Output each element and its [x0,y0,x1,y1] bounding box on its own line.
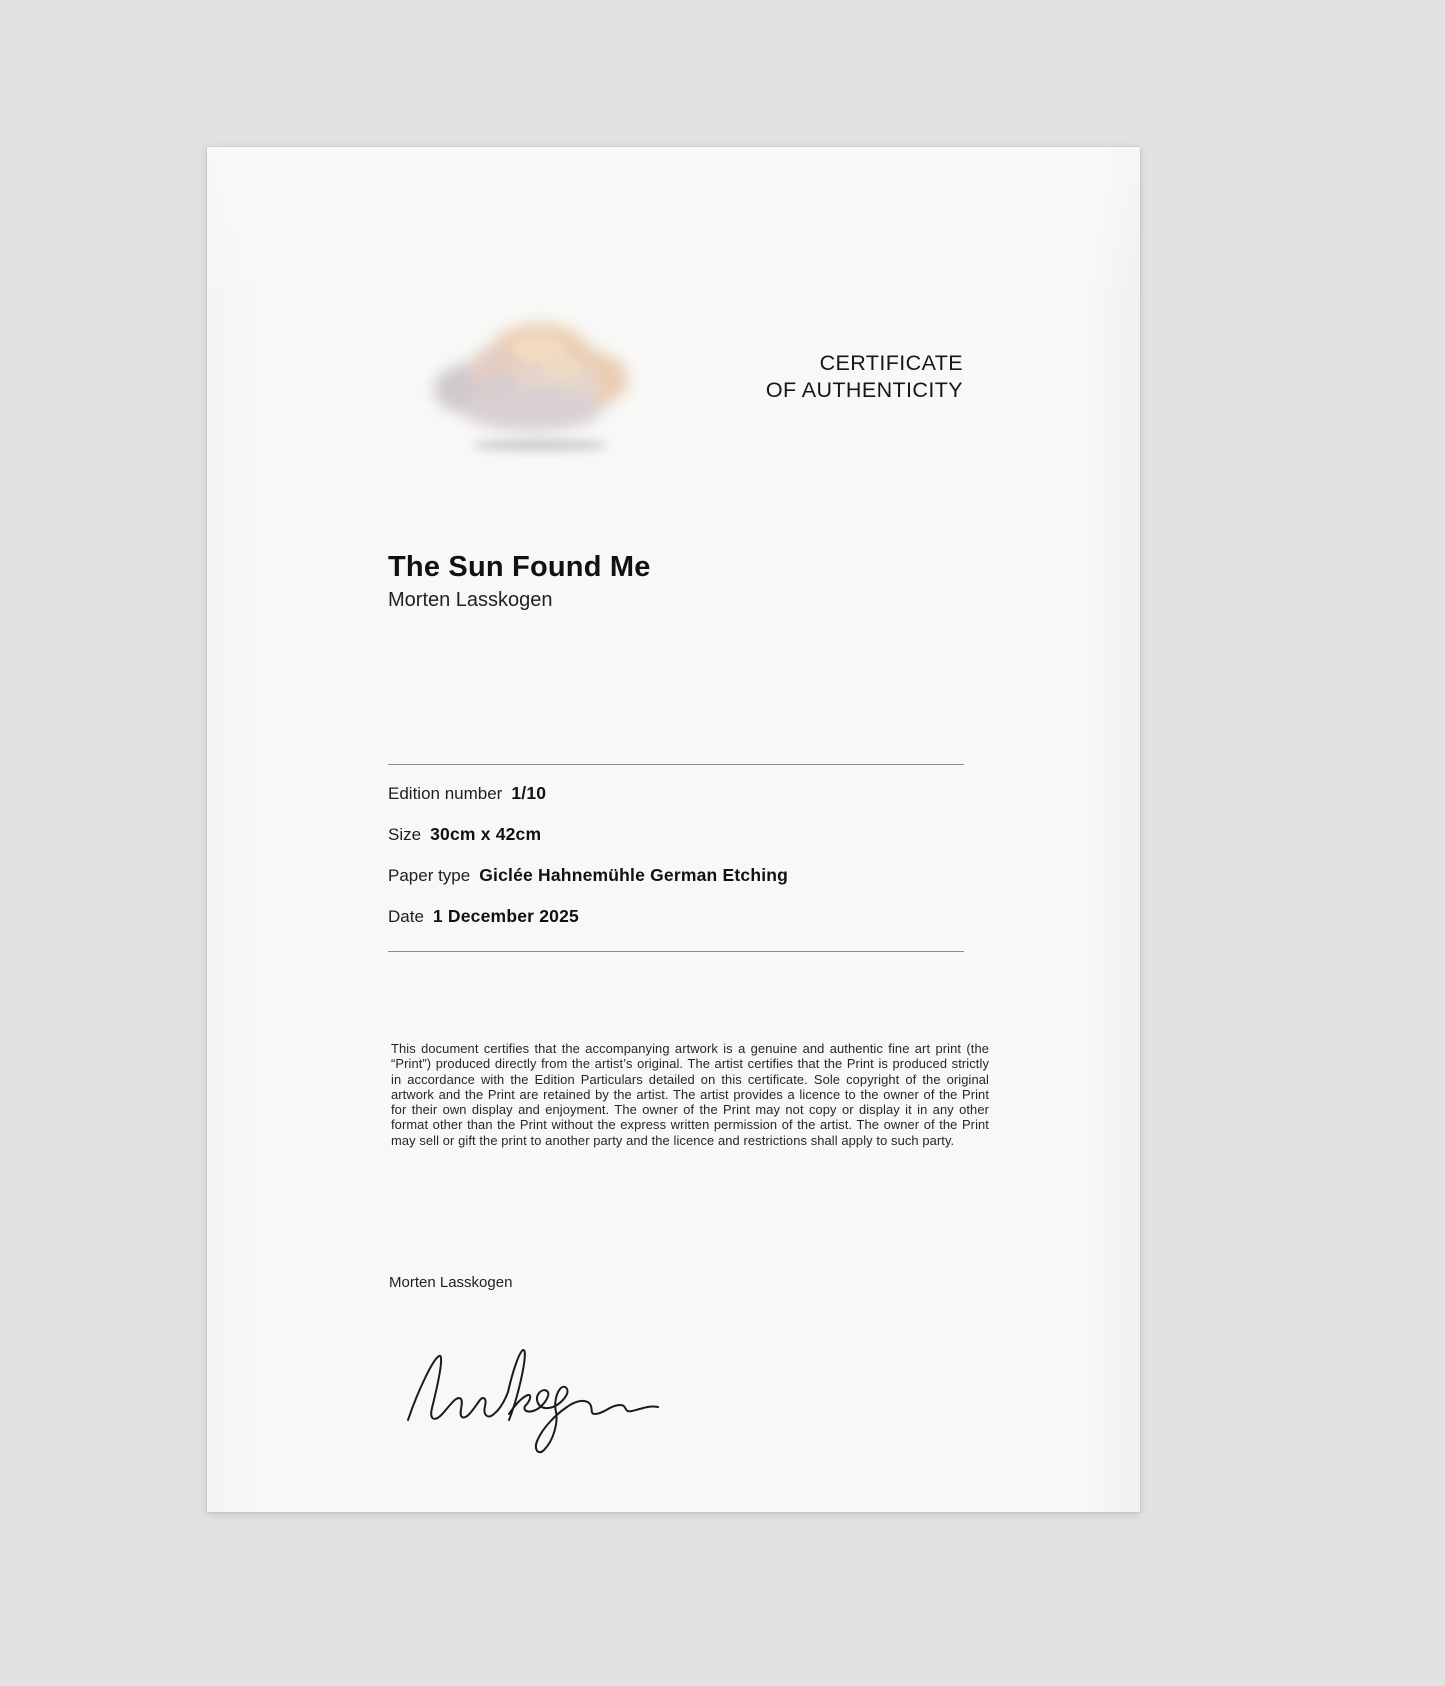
artwork-title: The Sun Found Me [388,551,651,583]
detail-value: Giclée Hahnemühle German Etching [479,865,789,885]
detail-value: 30cm x 42cm [430,824,542,844]
artwork-title-block [388,551,651,612]
legal-certification-text: This document certifies that the accompanying artwork is a genuine and authentic fine art print (the “Print”) produced directly from the artist’s original. The artist certifies that the Print is produced strictly in accordance with the Edition Particulars detailed on this certificate. Sole copyright of the original artwork and the Print are retained by the artist. The artist provides a licence to the owner of the Print for their own display and enjoyment. The owner of the Print may not copy or display it in any other format other than the Print without the express written permission of the artist. The owner of the Print may sell or gift the print to another party and the licence and restrictions shall apply to such party. [391,1041,989,1148]
detail-row-paper-type [388,855,964,896]
certificate-heading [766,350,963,404]
detail-row-date [388,896,964,937]
certificate-heading-line2: OF AUTHENTICITY [765,378,963,402]
detail-value: 1/10 [511,783,547,803]
certificate-heading-line1: CERTIFICATE [819,351,963,375]
artwork-artist: Morten Lasskogen [388,589,553,611]
detail-row-edition-number [388,773,964,814]
detail-label: Size [388,824,422,844]
cloud-artwork-image [412,297,672,467]
detail-label: Paper type [388,865,471,885]
signatory-name: Morten Lasskogen [389,1274,513,1291]
detail-label: Edition number [388,783,503,803]
edition-particulars-table [388,764,964,952]
detail-row-size [388,814,964,855]
cloud-shadow [472,439,608,451]
certificate-page [207,147,1140,1512]
detail-value: 1 December 2025 [432,906,579,926]
detail-label: Date [388,906,424,926]
handwritten-signature [392,1322,702,1462]
